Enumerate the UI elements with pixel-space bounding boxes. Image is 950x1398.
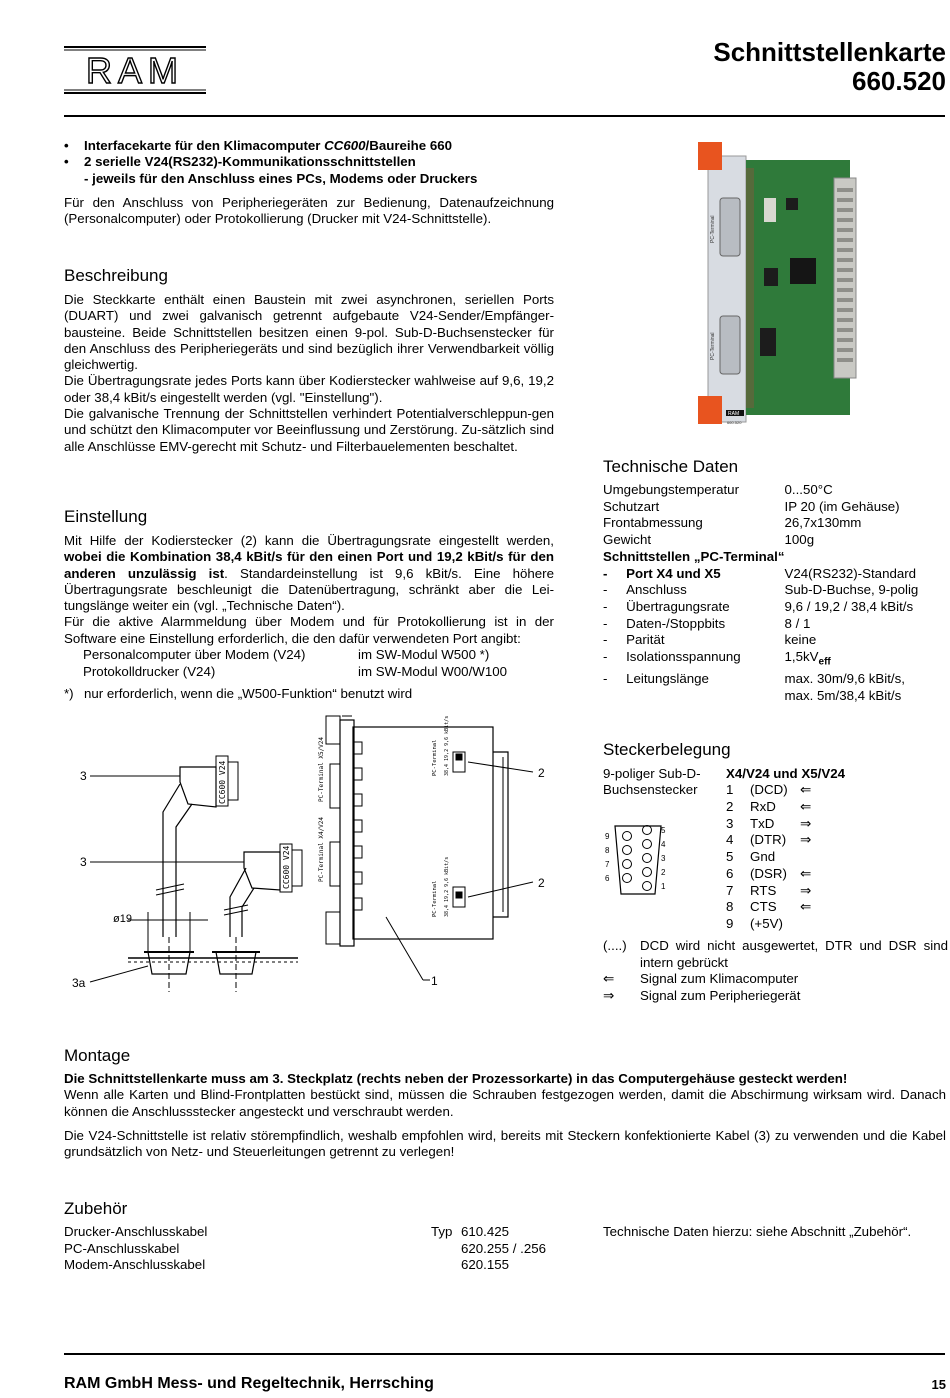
photo-label-bottom: PC-Terminal (710, 332, 716, 360)
tech-value: IP 20 (im Gehäuse) (784, 498, 900, 514)
photo-badge: RAM (728, 411, 740, 417)
einstellung-row: Personalcomputer über Modem (V24) im SW-Modul W500 *) (83, 647, 490, 663)
ram-logo (64, 46, 206, 94)
port-label-top: PC-Terminal X5/V24 (318, 736, 325, 802)
beschreibung-p2: Die Übertragungsrate jedes Ports kann über Kodierstecker wahlweise auf 9,6, 19,2 oder 38,4 kBit/s eingestellt werden (vgl. "Einstellung"). (64, 373, 554, 405)
bullet-3: - jeweils für den Anschluss eines PCs, Modems oder Druckers (84, 170, 478, 186)
beschreibung-p1: Die Steckkarte enthält einen Baustein mit zwei asynchronen, seriellen Ports (DUART) und zwei galvanisch getrennt aufgebaute V24-Sender/Empfänger-bausteine. Beide Schnittstellen besitzen einen 9-pol. Sub-D-Buchsenstecker für den Anschluss des Peripheriegeräts und sind bezüglich ihrer Verwendbarkeit völlig gleichwertig. (64, 292, 554, 373)
cable-drawing (68, 712, 558, 1002)
tech-row: - Anschluss Sub-D-Buchse, 9-polig (603, 582, 919, 598)
card-photo (694, 138, 858, 433)
svg-text:9: 9 (605, 832, 610, 841)
pin-row: 1 (DCD) ⇐ (726, 782, 812, 798)
port-label-bottom: PC-Terminal X4/V24 (318, 816, 325, 882)
jumper-rates-bottom: 38,4 19,2 9,6 kBit/s (444, 856, 450, 917)
intro-section (64, 138, 554, 227)
pin-assignment (726, 766, 946, 933)
steckerbelegung-heading: Steckerbelegung (603, 740, 731, 759)
pin-row: 2 RxD ⇐ (726, 799, 812, 814)
title-line-1: Schnittstellenkarte (713, 37, 946, 67)
zubehoer-row: PC-Anschlusskabel 620.255 / .256 (64, 1240, 547, 1256)
pin-row: 4 (DTR) ⇒ (726, 832, 812, 848)
tech-row: - Parität keine (603, 632, 918, 649)
pin-row: 7 RTS ⇒ (726, 882, 812, 898)
einstellung-section (64, 507, 554, 703)
zubehoer-row: Modem-Anschlusskabel 620.155 (64, 1257, 510, 1273)
tech-value: V24(RS232)-Standard (784, 565, 917, 581)
technische-daten-table (603, 482, 918, 705)
tech-row: - Übertragungsrate 9,6 / 19,2 / 38,4 kBit/s (603, 599, 918, 616)
tech-value: 100g (784, 532, 815, 548)
pin-table (726, 782, 820, 932)
bullet-2: • 2 serielle V24(RS232)-Kommunikationsschnittstellen (64, 154, 416, 170)
zubehoer-row: Drucker-Anschlusskabel Typ 610.425 (64, 1224, 510, 1239)
svg-text:7: 7 (605, 860, 610, 869)
tech-value: 8 / 1 (784, 615, 811, 631)
pin-note: ⇐ Signal zum Klimacomputer (603, 971, 799, 987)
pin-note: (....) DCD wird nicht ausgewertet, DTR und DSR sind intern gebrückt (603, 938, 948, 970)
pin-row: 8 CTS ⇐ (726, 899, 812, 915)
tech-value: 0...50°C (784, 482, 833, 497)
tech-row: - Daten-/Stoppbits 8 / 1 (603, 616, 918, 633)
pin-notes (603, 938, 948, 1005)
montage-heading: Montage (64, 1046, 131, 1065)
intro-bullets (64, 138, 554, 187)
tech-value: 26,7x130mm (784, 515, 862, 531)
bullet-1: • Interfacekarte für den Klimacomputer CC600/Baureihe 660 (64, 138, 453, 153)
tech-value (785, 549, 919, 566)
tech-value: max. 30m/9,6 kBit/s, (784, 671, 905, 687)
einstellung-row: Protokolldrucker (V24) im SW-Modul W00/W100 (83, 663, 508, 679)
tech-row: Frontabmessung 26,7x130mm (603, 515, 918, 532)
header-rule (64, 115, 945, 117)
technische-daten-heading: Technische Daten (603, 457, 739, 476)
tech-row: Schutzart IP 20 (im Gehäuse) (603, 499, 918, 516)
pin-row: 5 Gnd (726, 849, 776, 865)
photo-badge-number: 660.520 (727, 420, 742, 425)
montage-bold-line: Die Schnittstellenkarte muss am 3. Steckplatz (rechts neben der Prozessorkarte) in das Computergehäuse gesteckt werden! (64, 1071, 848, 1086)
svg-text:8: 8 (605, 846, 610, 855)
tech-row: - Leitungslänge max. 30m/9,6 kBit/s, (603, 671, 918, 688)
beschreibung-section (64, 266, 554, 455)
drawing-label-3-mid: 3 (80, 855, 87, 869)
svg-text:4: 4 (661, 840, 666, 849)
pin-column-header: X4/V24 und X5/V24 (726, 766, 845, 781)
drawing-label-2-bottom: 2 (538, 876, 545, 890)
plug-text-top: CC600 V24 (218, 760, 227, 804)
pin-row: 3 TxD ⇒ (726, 815, 812, 831)
einstellung-heading: Einstellung (64, 507, 148, 526)
tech-value: $1,5kV_{eff}$ (784, 649, 831, 668)
page-number: 15 (931, 1377, 946, 1392)
photo-label-top: PC-Terminal (710, 215, 716, 243)
steckerbelegung-section (603, 740, 948, 1004)
tech-row: Gewicht 100g (603, 532, 918, 549)
tech-row: - Isolationsspannung $1,5kV_{eff}$ (603, 649, 918, 671)
beschreibung-heading: Beschreibung (64, 266, 168, 285)
drawing-label-1: 1 (431, 974, 438, 988)
svg-text:1: 1 (661, 882, 666, 891)
jumper-label-top: PC-Terminal (432, 739, 438, 776)
jumper-rates-top: 38,4 19,2 9,6 kBit/s (444, 715, 450, 776)
pin-row: 6 (DSR) ⇐ (726, 865, 812, 881)
jumper-label-bottom: PC-Terminal (432, 880, 438, 917)
zubehoer-table (64, 1224, 546, 1274)
drawing-label-3-top: 3 (80, 769, 87, 783)
tech-value: Sub-D-Buchse, 9-polig (784, 582, 919, 598)
tech-row: Schnittstellen „PC-Terminal“ (603, 549, 918, 566)
montage-section (64, 1046, 946, 1160)
page-title (713, 38, 946, 96)
pin-row: 9 (+5V) (726, 915, 783, 931)
drawing-label-2-top: 2 (538, 766, 545, 780)
einstellung-p1: Mit Hilfe der Kodierstecker (2) kann die Übertragungsrate eingestellt werden, wobei die Kombination 38,4 kBit/s für den einen Port und 19,2 kBit/s für den anderen unzulässig ist. Standardeinstellung ist 9,6 kBit/s. Eine höhere Übertragungsrate beschleunigt die Datenübertragung, schränkt aber die Lei-tungslänge weiter ein (vgl. „Technische Daten“). (64, 533, 554, 614)
plug-text-bottom: CC600 V24 (282, 845, 291, 889)
svg-text:5: 5 (661, 826, 666, 835)
einstellung-p2: Für die aktive Alarmmeldung über Modem und für Protokollierung ist in der Software eine Einstellung erforderlich, die den dafür verwendeten Port angibt: (64, 614, 554, 646)
footer-rule (64, 1353, 945, 1355)
tech-row (603, 688, 918, 705)
technische-daten-section (603, 457, 948, 705)
zubehoer-heading: Zubehör (64, 1199, 128, 1218)
svg-text:3: 3 (661, 854, 666, 863)
zubehoer-note: Technische Daten hierzu: siehe Abschnitt „Zubehör“. (603, 1224, 912, 1239)
svg-text:2: 2 (661, 868, 666, 877)
logo-text: RAM (86, 50, 184, 91)
zubehoer-section (64, 1199, 946, 1274)
title-line-2: 660.520 (852, 66, 946, 96)
tech-row: - Port X4 und X5 V24(RS232)-Standard (603, 566, 918, 583)
montage-p1: Wenn alle Karten und Blind-Frontplatten bestückt sind, müssen die Schrauben festgezogen werden, damit die Abschirmung wirksam wird. Danach können die Anschlussstecker angesteckt und verschraubt werden. (64, 1087, 946, 1119)
einstellung-footnote: *) nur erforderlich, wenn die „W500-Funktion“ benutzt wird (64, 686, 413, 702)
beschreibung-p3: Die galvanische Trennung der Schnittstellen verhindert Potentialverschleppun-gen und schützt den Klimacomputer vor Beeinflussung und Zerstörung. Zu-sätzlich sind alle Anschlüsse EMV-gerecht mit Schutz- und Filterbauelementen beschaltet. (64, 406, 554, 454)
drawing-label-phi: ø19 (113, 913, 132, 925)
connector-label: 9-poliger Sub-D- Buchsenstecker (603, 766, 701, 798)
footer-company: RAM GmbH Mess- und Regeltechnik, Herrsching (64, 1375, 434, 1392)
intro-paragraph: Für den Anschluss von Peripheriegeräten zur Bedienung, Datenaufzeichnung (Personalcomputer) oder Protokollierung (Drucker mit V24-Schnittstelle). (64, 194, 554, 227)
tech-value: 9,6 / 19,2 / 38,4 kBit/s (784, 598, 914, 614)
tech-value: keine (784, 632, 817, 648)
montage-p2: Die V24-Schnittstelle ist relativ störempfindlich, weshalb empfohlen wird, bereits mit Steckern konfektionierte Kabel (3) zu verwenden und die Kabel grundsätzlich von Netz- und Steuerleitungen getrennt zu verlegen! (64, 1127, 946, 1160)
drawing-label-3a: 3a (72, 976, 86, 990)
sub-d-connector-icon (603, 820, 673, 904)
einstellung-table (83, 647, 507, 680)
pin-note: ⇒ Signal zum Peripheriegerät (603, 988, 801, 1004)
tech-value: max. 5m/38,4 kBit/s (784, 688, 902, 704)
tech-row: Umgebungstemperatur 0...50°C (603, 482, 918, 499)
svg-text:6: 6 (605, 874, 610, 883)
